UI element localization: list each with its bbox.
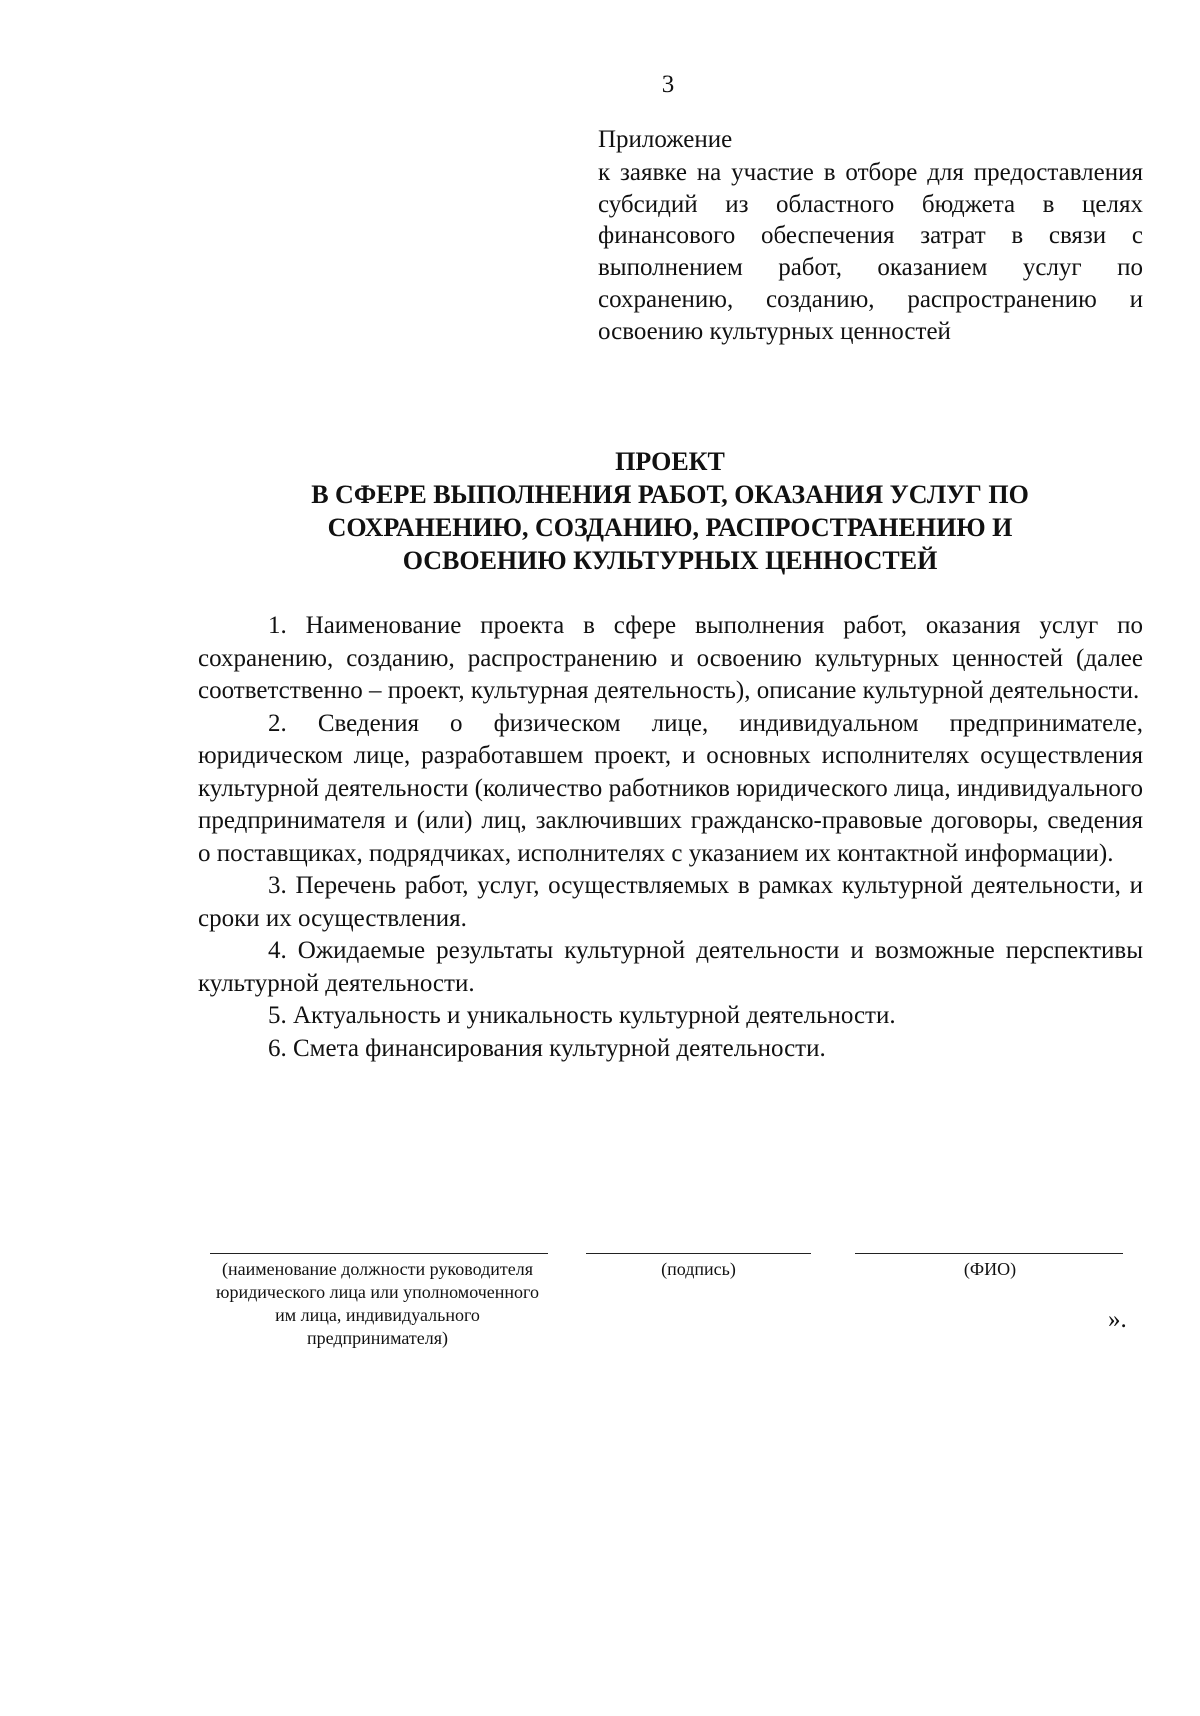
signature-caption: (подпись)	[661, 1259, 736, 1279]
position-caption: (наименование должности руководителя юридического лица или уполномоченного им лица, индивидуального предпринимателя)	[216, 1259, 539, 1348]
list-item: 3. Перечень работ, услуг, осуществляемых в рамках культурной деятельности, и сроки их осуществления.	[198, 872, 1143, 932]
list-item: 5. Актуальность и уникальность культурной деятельности.	[268, 1002, 896, 1029]
heading-line: ПРОЕКТ	[615, 447, 725, 476]
heading-line: В СФЕРЕ ВЫПОЛНЕНИЯ РАБОТ, ОКАЗАНИЯ УСЛУГ ПО	[311, 480, 1029, 509]
page-number: 3	[661, 71, 675, 98]
name-caption: (ФИО)	[963, 1259, 1017, 1279]
list-item: 2. Сведения о физическом лице, индивидуальном предпринимателе, юридическом лице, разработавшем проект, и основных исполнителях осуществления культурной деятельности (количество работников юридического лица, индивидуального предпринимателя и (или) лиц, заключивших гражданско-правовые договоры, сведения о поставщиках, подрядчиках, исполнителях с указанием их контактной информации).	[198, 709, 1143, 867]
document-heading	[200, 445, 1140, 577]
name-signature-line	[855, 1253, 1123, 1254]
list-item: 1. Наименование проекта в сфере выполнения работ, оказания услуг по сохранению, созданию, распространению и освоению культурных ценностей (далее соответственно – проект, культурная деятельность), описание культурной деятельности.	[198, 612, 1143, 704]
list-item: 6. Смета финансирования культурной деятельности.	[268, 1034, 826, 1062]
list-item: 4. Ожидаемые результаты культурной деятельности и возможные перспективы культурной деятельности.	[198, 937, 1143, 997]
heading-line: ОСВОЕНИЮ КУЛЬТУРНЫХ ЦЕННОСТЕЙ	[402, 546, 938, 575]
annex-title: Приложение	[598, 126, 733, 153]
heading-line: СОХРАНЕНИЮ, СОЗДАНИЮ, РАСПРОСТРАНЕНИЮ И	[327, 513, 1013, 542]
position-signature-line	[210, 1253, 548, 1254]
requirements-list	[198, 610, 1143, 1065]
signature-line	[586, 1253, 811, 1254]
annex-text: к заявке на участие в отборе для предоставления субсидий из областного бюджета в целях финансового обеспечения затрат в связи с выполнением работ, оказанием услуг по сохранению, созданию, распространению и освоению культурных ценностей	[598, 159, 1143, 345]
closing-quote: ».	[1108, 1306, 1127, 1333]
